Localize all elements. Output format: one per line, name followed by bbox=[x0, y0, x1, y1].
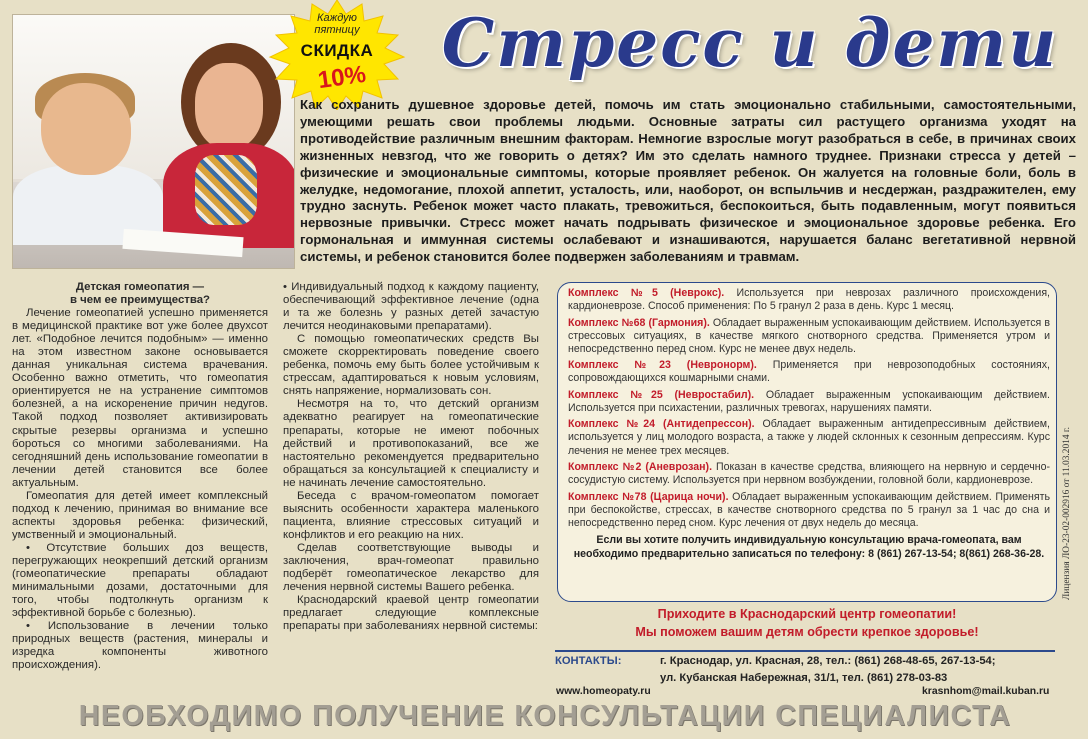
complex-item: Комплекс №23 (Невронорм). Применяется при неврозоподобных состояниях, сопровождающихся кошмарными снами. bbox=[568, 359, 1050, 385]
paragraph: Гомеопатия для детей имеет комплексный подход к лечению, принимая во внимание все аспекты здоровья ребенка: физический, умственный и эмоциональный. bbox=[12, 489, 268, 541]
contacts-label: КОНТАКТЫ: bbox=[555, 655, 622, 667]
paragraph: С помощью гомеопатических средств Вы сможете скорректировать поведение своего ребенка, помочь ему быть более устойчивым к стрессам, адаптироваться к новым условиям, снять напряжение, нормализовать сон. bbox=[283, 333, 539, 398]
badge-discount-percent: 10% bbox=[316, 60, 368, 95]
complex-item: Комплекс №5 (Неврокс). Используется при неврозах различного происхождения, кардионеврозе. Способ применения: По 5 гранул 2 раза в день. Курс 1 месяц. bbox=[568, 287, 1050, 313]
invitation bbox=[557, 605, 1057, 641]
column-homeopathy-benefits bbox=[12, 281, 268, 672]
contacts-address-2: ул. Кубанская Набережная, 31/1, тел. (861) 278-03-83 bbox=[660, 672, 948, 684]
complex-item: Комплекс №68 (Гармония). Обладает выраженным успокаивающим действием. Используется в стрессовых ситуациях, в качестве мягкого снотворного средства. Применяется утром и непосредственно перед сном. Курс не менее двух недель. bbox=[568, 316, 1050, 355]
website-link[interactable]: www.homeopaty.ru bbox=[556, 686, 651, 697]
complex-item: Комплекс №78 (Царица ночи). Обладает выраженным успокаивающим действием. Применять при беспокойстве, стрессах, в качестве снотворного средства по 5 гранул за 1 час до сна и непосредственно перед сном. Курс лечения от двух недель до месяца. bbox=[568, 490, 1050, 529]
contacts-divider bbox=[555, 650, 1055, 652]
paragraph: Несмотря на то, что детский организм адекватно реагирует на гомеопатические препараты, которые не имеют побочных действий и противопоказаний, все же настоятельно рекомендуется предварительно обращаться за консультацией к специалисту и не начинать лечение самостоятельно. bbox=[283, 398, 539, 489]
intro-text: Как сохранить душевное здоровье детей, помочь им стать эмоционально стабильными, самостоятельными, умеющими решать свои проблемы людьми. Основные затраты сил растущего организма уходят на противодействие различным внешним факторам. Немногие взрослые могут разобраться в себе, в причинах своих жизненных невзгод, что же говорить о детях? Им это сделать намного труднее. Признаки стресса у детей – физические и эмоциональные симптомы, которые проявляет ребенок. Он жалуется на головные боли, боль в желудке, недомогание, плохой аппетит, усталость, или, наоборот, он вспыльчив и несдержан, раздражителен, ему трудно заснуть. Ребенок может часто плакать, тревожиться, беспокоиться, быть подавленным, могут появиться нервозные привычки. Стресс может начать подрывать физическое и эмоциональное здоровье ребенка. Его гормональная и иммунная системы ослабевают и изнашиваются, нарушается баланс вегетативной нервной системы, и ребенок становится более подвержен заболеваниям и травмам. bbox=[300, 97, 1076, 265]
paragraph: Лечение гомеопатией успешно применяется в медицинской практике вот уже более двухсот лет. «Подобное лечится подобным» — именно на этом известном законе основывается данная уникальная система врачевания. Особенно важно отметить, что гомеопатия ориентируется не на устранение симптомов болезней, а на искоренение причин недугов. Такой подход позволяет активизировать скрытые резервы организма и успешно бороться со многими заболеваниями. На сегодняшний день использование гомеопатии в лечении детей становится все более актуальным. bbox=[12, 307, 268, 489]
bullet-paragraph: • Отсутствие больших доз веществ, перегружающих неокрепший детский организм (гомеопатические препараты обладают минимальными дозами, достаточными для того, чтобы подтолкнуть организм к эффективной борьбе с болезнью). bbox=[12, 541, 268, 620]
invitation-line: Мы поможем вашим детям обрести крепкое здоровье! bbox=[635, 625, 979, 639]
contacts-address-1: г. Краснодар, ул. Красная, 28, тел.: (861) 268-48-65, 267-13-54; bbox=[660, 655, 996, 667]
paragraph: Сделав соответствующие выводы и заключения, врач-гомеопат правильно подберёт гомеопатическое лекарство для лечения нервной системы Вашего ребенка. bbox=[283, 541, 539, 594]
column-treatment bbox=[283, 281, 539, 633]
paragraph: Краснодарский краевой центр гомеопатии предлагает следующие комплексные препараты при заболеваниях нервной системы: bbox=[283, 594, 539, 633]
complex-item: Комплекс №2 (Аневрозан). Показан в качестве средства, влияющего на нервную и сердечно-сосудистую систему. Используется при нервном возбуждении, головной боли, кардионеврозе. bbox=[568, 461, 1050, 487]
badge-discount-label: СКИДКА bbox=[300, 41, 374, 60]
bullet-paragraph: • Индивидуальный подход к каждому пациенту, обеспечивающий эффективное лечение (одна и та же болезнь у разных детей зачастую лечится неодинаковыми препаратами). bbox=[283, 281, 539, 333]
license-text: Лицензия ЛО-23-02-002916 от 11.03.2014 г. bbox=[1062, 427, 1072, 600]
complexes-box bbox=[557, 282, 1057, 602]
badge-every-friday: Каждую пятницу bbox=[314, 12, 360, 36]
bottom-banner: НЕОБХОДИМО ПОЛУЧЕНИЕ КОНСУЛЬТАЦИИ СПЕЦИАЛИСТА bbox=[78, 700, 1012, 732]
paragraph: Беседа с врачом-гомеопатом помогает выяснить особенности характера маленького пациента, влияние стрессовых ситуаций и конфликтов и его реакцию на них. bbox=[283, 489, 539, 541]
photo-mother-and-child bbox=[12, 14, 295, 269]
discount-badge bbox=[262, 0, 412, 110]
complex-item: Комплекс №25 (Невростабил). Обладает выраженным успокаивающим действием. Используется при психастении, различных тревогах, нарушениях памяти. bbox=[568, 388, 1050, 414]
bullet-paragraph: • Использование в лечении только природных веществ (растения, минералы и изредка компоненты животного происхождения). bbox=[12, 620, 268, 672]
invitation-line: Приходите в Краснодарский центр гомеопатии! bbox=[657, 607, 957, 621]
column-heading: Детская гомеопатия — в чем ее преимущества? bbox=[69, 281, 211, 307]
page-title: Стресс и дети bbox=[441, 4, 1059, 82]
consultation-call-to-action: Если вы хотите получить индивидуальную консультацию врача-гомеопата, вам необходимо предварительно записаться по телефону: 8 (861) 267-13-54; 8(861) 268-36-28. bbox=[573, 534, 1045, 561]
email-link[interactable]: krasnhom@mail.kuban.ru bbox=[922, 686, 1050, 697]
complex-item: Комплекс №24 (Антидепрессон). Обладает выраженным антидепрессивным действием, используется у лиц молодого возраста, а также у людей склонных к сезонным депрессиям. Курс лечения не менее трех месяцев. bbox=[568, 418, 1050, 457]
